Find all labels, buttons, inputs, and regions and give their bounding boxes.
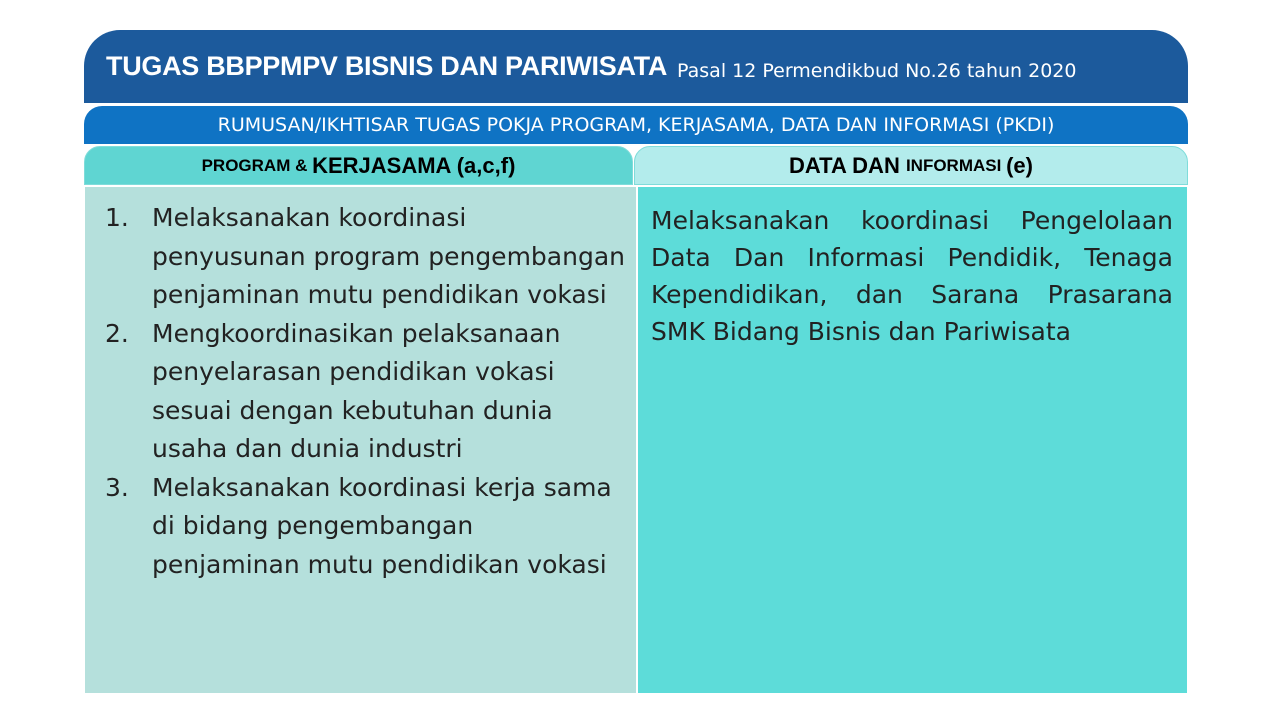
right-header-part2: INFORMASI bbox=[905, 155, 1007, 175]
right-panel bbox=[638, 187, 1187, 693]
section-banner bbox=[84, 106, 1188, 144]
page-subtitle: Pasal 12 Permendikbud No.26 tahun 2020 bbox=[677, 59, 1077, 82]
list-item-text: Mengkoordinasikan pelaksanaan penyelarasan pendidikan vokasi sesuai dengan kebutuhan dunia usaha dan dunia industri bbox=[152, 318, 561, 463]
list-item-number: 2. bbox=[105, 318, 129, 348]
right-panel-text: Melaksanakan koordinasi Pengelolaan Data Dan Informasi Pendidik, Tenaga Kependidikan, dan Sarana Prasarana SMK Bidang Bisnis dan Pariwisata bbox=[651, 206, 1173, 346]
left-header-part2: KERJASAMA (a,c,f) bbox=[312, 152, 516, 178]
task-list bbox=[105, 199, 625, 584]
list-item-text: Melaksanakan koordinasi penyusunan program pengembangan penjaminan mutu pendidikan vokasi bbox=[152, 203, 625, 309]
list-item bbox=[105, 199, 625, 315]
list-item-number: 1. bbox=[105, 203, 129, 232]
right-column-header bbox=[634, 146, 1188, 185]
right-header-part1: DATA DAN bbox=[789, 152, 906, 178]
section-banner-text: RUMUSAN/IKHTISAR TUGAS POKJA PROGRAM, KERJASAMA, DATA DAN INFORMASI (PKDI) bbox=[217, 114, 1055, 136]
left-header-part1: PROGRAM & bbox=[201, 155, 313, 175]
right-header-part3: (e) bbox=[1006, 152, 1033, 178]
left-column-header bbox=[84, 146, 633, 185]
left-panel bbox=[85, 187, 636, 693]
page-title: TUGAS BBPPMPV BISNIS DAN PARIWISATA bbox=[106, 51, 668, 81]
list-item-text: Melaksanakan koordinasi kerja sama di bidang pengembangan penjaminan mutu pendidikan vokasi bbox=[152, 472, 612, 579]
list-item bbox=[105, 469, 625, 585]
list-item bbox=[105, 315, 625, 469]
title-bar bbox=[84, 30, 1188, 103]
list-item-number: 3. bbox=[105, 472, 129, 502]
